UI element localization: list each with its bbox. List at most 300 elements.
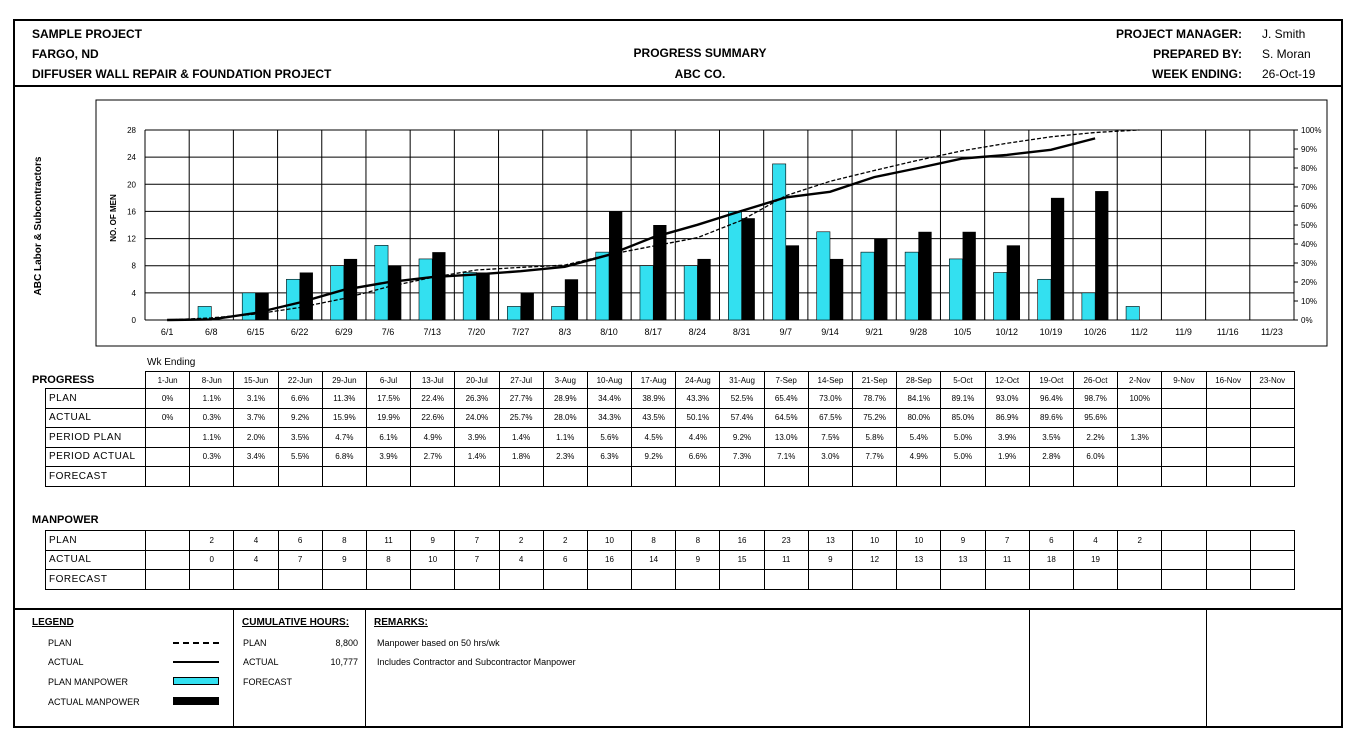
x-tick-label: 11/16 xyxy=(1216,327,1239,337)
table-cell xyxy=(322,467,366,487)
table-cell xyxy=(146,570,190,590)
table-cell xyxy=(146,550,190,570)
table-cell: 6 xyxy=(278,531,322,551)
table-cell xyxy=(1162,570,1206,590)
actual-manpower-bar xyxy=(697,259,710,320)
project-label: SAMPLE PROJECT xyxy=(32,27,143,41)
table-cell: 2.2% xyxy=(1073,428,1117,448)
row-label: PERIOD PLAN xyxy=(46,428,146,448)
table-cell: 9 xyxy=(676,550,720,570)
table-row xyxy=(46,550,1295,570)
table-cell: 8 xyxy=(366,550,410,570)
table-cell: 1.3% xyxy=(1118,428,1162,448)
cumulative-plan-label: PLAN xyxy=(243,638,267,648)
actual-manpower-bar xyxy=(963,232,976,320)
plan-manpower-bar xyxy=(463,273,476,321)
table-cell: 3.1% xyxy=(234,389,278,409)
manpower-table xyxy=(45,530,1295,590)
x-tick-label: 10/26 xyxy=(1083,327,1107,337)
table-cell: 2 xyxy=(190,531,234,551)
table-cell: 80.0% xyxy=(897,408,941,428)
remarks-line: Includes Contractor and Subcontractor Manpower xyxy=(377,657,576,667)
x-tick-label: 9/14 xyxy=(821,327,839,337)
cumulative-hours-title: CUMULATIVE HOURS: xyxy=(242,617,350,628)
table-cell xyxy=(190,467,234,487)
wk-ending-label: Wk Ending xyxy=(147,357,196,368)
plan-manpower-bar xyxy=(1126,306,1139,320)
table-cell: 1.4% xyxy=(455,447,499,467)
table-cell: 6.3% xyxy=(587,447,631,467)
table-cell xyxy=(632,467,676,487)
table-cell xyxy=(278,570,322,590)
table-cell: 1.1% xyxy=(190,389,234,409)
plan-manpower-bar xyxy=(684,266,697,320)
week-ending-label: WEEK ENDING: xyxy=(1152,67,1242,81)
table-cell: 7.5% xyxy=(808,428,852,448)
table-cell xyxy=(1162,467,1206,487)
y2-tick-label: 10% xyxy=(1301,297,1318,306)
legend-label-plan-manpower: PLAN MANPOWER xyxy=(48,677,129,687)
date-header-cell: 6-Jul xyxy=(366,372,410,389)
company-label: ABC CO. xyxy=(674,67,726,81)
table-cell xyxy=(1206,531,1250,551)
table-cell xyxy=(941,467,985,487)
table-cell xyxy=(1118,570,1162,590)
x-tick-label: 6/15 xyxy=(246,327,265,337)
table-cell xyxy=(146,447,190,467)
table-cell xyxy=(808,467,852,487)
table-cell: 1.1% xyxy=(190,428,234,448)
y2-tick-label: 70% xyxy=(1301,183,1318,192)
pm-label: PROJECT MANAGER: xyxy=(1115,27,1242,41)
table-cell: 2.8% xyxy=(1029,447,1073,467)
table-cell: 75.2% xyxy=(853,408,897,428)
table-row xyxy=(46,531,1295,551)
legend-plan-line-icon xyxy=(173,642,219,644)
table-cell xyxy=(1162,389,1206,409)
x-tick-label: 7/6 xyxy=(381,327,395,337)
x-tick-label: 10/19 xyxy=(1039,327,1063,337)
pm-value: J. Smith xyxy=(1262,27,1306,41)
progress-section-label: PROGRESS xyxy=(32,374,95,386)
table-cell xyxy=(1250,389,1294,409)
y-tick-label: 28 xyxy=(127,126,136,135)
table-cell xyxy=(234,467,278,487)
table-cell: 98.7% xyxy=(1073,389,1117,409)
table-cell xyxy=(366,467,410,487)
cumulative-actual-label: ACTUAL xyxy=(243,657,279,667)
date-header-cell: 2-Nov xyxy=(1118,372,1162,389)
date-header-cell: 27-Jul xyxy=(499,372,543,389)
plan-manpower-bar xyxy=(773,164,786,320)
table-cell: 9.2% xyxy=(720,428,764,448)
footer-col-divider xyxy=(1029,609,1030,727)
table-cell xyxy=(146,531,190,551)
y2-tick-label: 90% xyxy=(1301,145,1318,154)
table-cell xyxy=(808,570,852,590)
table-cell xyxy=(1250,408,1294,428)
row-label: ACTUAL xyxy=(46,408,146,428)
plan-manpower-bar xyxy=(596,252,609,320)
table-cell: 7 xyxy=(455,531,499,551)
table-cell xyxy=(764,570,808,590)
table-cell: 95.6% xyxy=(1073,408,1117,428)
table-cell: 86.9% xyxy=(985,408,1029,428)
table-cell xyxy=(1250,428,1294,448)
legend-plan-manpower-swatch-icon xyxy=(173,677,219,685)
plan-manpower-bar xyxy=(861,252,874,320)
table-cell xyxy=(1162,550,1206,570)
actual-manpower-bar xyxy=(874,239,887,320)
table-cell: 13 xyxy=(897,550,941,570)
table-cell xyxy=(1029,467,1073,487)
table-cell xyxy=(897,467,941,487)
table-cell xyxy=(1118,408,1162,428)
date-header-cell: 31-Aug xyxy=(720,372,764,389)
x-tick-label: 11/23 xyxy=(1260,327,1283,337)
table-cell: 100% xyxy=(1118,389,1162,409)
date-header-cell: 9-Nov xyxy=(1162,372,1206,389)
table-cell: 67.5% xyxy=(808,408,852,428)
date-header-cell: 29-Jun xyxy=(322,372,366,389)
table-cell xyxy=(411,467,455,487)
table-cell: 13.0% xyxy=(764,428,808,448)
table-cell: 6.6% xyxy=(676,447,720,467)
x-tick-label: 8/3 xyxy=(558,327,572,337)
date-header-cell: 13-Jul xyxy=(411,372,455,389)
legend-label-plan: PLAN xyxy=(48,638,72,648)
table-cell: 19 xyxy=(1073,550,1117,570)
table-cell: 9 xyxy=(808,550,852,570)
table-cell: 4 xyxy=(1073,531,1117,551)
table-cell: 15 xyxy=(720,550,764,570)
table-cell: 4 xyxy=(234,531,278,551)
y-tick-label: 24 xyxy=(127,153,136,163)
table-cell: 2.7% xyxy=(411,447,455,467)
table-cell: 7 xyxy=(278,550,322,570)
table-cell: 78.7% xyxy=(853,389,897,409)
manpower-section-label: MANPOWER xyxy=(32,514,99,526)
table-cell xyxy=(720,467,764,487)
table-cell: 4.9% xyxy=(411,428,455,448)
date-header-cell: 22-Jun xyxy=(278,372,322,389)
header-blank-cell xyxy=(46,372,146,389)
plan-manpower-bar xyxy=(905,252,918,320)
table-cell xyxy=(632,570,676,590)
x-tick-label: 6/8 xyxy=(205,327,218,337)
table-cell xyxy=(1250,467,1294,487)
x-tick-label: 7/13 xyxy=(423,327,442,337)
x-tick-label: 11/2 xyxy=(1130,327,1148,337)
table-cell: 5.8% xyxy=(853,428,897,448)
table-cell: 7.3% xyxy=(720,447,764,467)
table-cell xyxy=(853,467,897,487)
table-cell: 89.6% xyxy=(1029,408,1073,428)
x-tick-label: 8/24 xyxy=(688,327,707,337)
cumulative-actual-value: 10,777 xyxy=(330,657,358,667)
table-cell: 73.0% xyxy=(808,389,852,409)
plan-manpower-bar xyxy=(507,306,520,320)
table-cell xyxy=(587,467,631,487)
remarks-title: REMARKS: xyxy=(374,617,428,628)
table-cell: 22.6% xyxy=(411,408,455,428)
date-header-cell: 20-Jul xyxy=(455,372,499,389)
table-cell: 89.1% xyxy=(941,389,985,409)
table-cell: 8 xyxy=(322,531,366,551)
table-cell xyxy=(543,467,587,487)
x-tick-label: 11/9 xyxy=(1175,327,1192,337)
row-label: PERIOD ACTUAL xyxy=(46,447,146,467)
table-cell: 11 xyxy=(366,531,410,551)
table-cell: 4.9% xyxy=(897,447,941,467)
legend-label-actual-manpower: ACTUAL MANPOWER xyxy=(48,697,140,707)
table-cell: 34.4% xyxy=(587,389,631,409)
y-tick-label: 12 xyxy=(127,234,136,244)
table-cell xyxy=(1162,447,1206,467)
row-label: PLAN xyxy=(46,531,146,551)
table-cell: 5.0% xyxy=(941,447,985,467)
x-tick-label: 6/29 xyxy=(335,327,353,337)
date-header-cell: 17-Aug xyxy=(632,372,676,389)
table-row xyxy=(46,408,1295,428)
actual-manpower-bar xyxy=(742,218,755,320)
cumulative-forecast-label: FORECAST xyxy=(243,677,293,687)
footer-divider xyxy=(13,608,1343,610)
table-cell: 3.5% xyxy=(278,428,322,448)
y2-tick-label: 20% xyxy=(1301,278,1318,287)
table-cell: 93.0% xyxy=(985,389,1029,409)
location-label: FARGO, ND xyxy=(32,47,99,61)
y-tick-label: 16 xyxy=(127,207,136,217)
table-cell xyxy=(764,467,808,487)
y2-tick-label: 80% xyxy=(1301,164,1318,173)
x-tick-label: 9/21 xyxy=(865,327,883,337)
x-tick-label: 6/22 xyxy=(290,327,309,337)
actual-manpower-bar xyxy=(786,245,799,320)
x-tick-label: 8/10 xyxy=(600,327,618,337)
table-cell xyxy=(676,467,720,487)
y2-tick-label: 50% xyxy=(1301,221,1318,230)
progress-table xyxy=(45,371,1295,487)
x-tick-label: 9/7 xyxy=(779,327,793,337)
plan-manpower-bar xyxy=(949,259,962,320)
remarks-line: Manpower based on 50 hrs/wk xyxy=(377,638,500,648)
y2-tick-label: 40% xyxy=(1301,240,1318,249)
y-tick-label: 20 xyxy=(127,180,136,190)
table-cell: 15.9% xyxy=(322,408,366,428)
date-header-cell: 21-Sep xyxy=(853,372,897,389)
table-cell xyxy=(985,467,1029,487)
project-name-label: DIFFUSER WALL REPAIR & FOUNDATION PROJECT xyxy=(32,67,332,81)
date-header-cell: 1-Jun xyxy=(146,372,190,389)
table-cell: 8 xyxy=(676,531,720,551)
table-cell: 3.7% xyxy=(234,408,278,428)
table-cell: 11 xyxy=(985,550,1029,570)
actual-manpower-bar xyxy=(918,232,931,320)
table-cell: 9 xyxy=(322,550,366,570)
table-cell xyxy=(499,570,543,590)
legend-actual-manpower-swatch-icon xyxy=(173,697,219,705)
table-cell: 0 xyxy=(190,550,234,570)
table-cell: 2.3% xyxy=(543,447,587,467)
table-cell: 11 xyxy=(764,550,808,570)
table-cell: 1.9% xyxy=(985,447,1029,467)
table-cell: 3.4% xyxy=(234,447,278,467)
table-cell xyxy=(1250,447,1294,467)
actual-manpower-bar xyxy=(609,211,622,320)
table-cell xyxy=(897,570,941,590)
plan-manpower-bar xyxy=(1082,293,1095,320)
table-cell xyxy=(1206,428,1250,448)
actual-manpower-bar xyxy=(521,293,534,320)
y2-tick-label: 60% xyxy=(1301,202,1318,211)
table-cell: 11.3% xyxy=(322,389,366,409)
table-cell xyxy=(1206,447,1250,467)
table-cell xyxy=(278,467,322,487)
table-cell: 0% xyxy=(146,389,190,409)
table-cell xyxy=(720,570,764,590)
x-tick-label: 6/1 xyxy=(160,327,174,337)
table-cell xyxy=(499,467,543,487)
table-cell: 22.4% xyxy=(411,389,455,409)
actual-manpower-bar xyxy=(432,252,445,320)
table-cell xyxy=(676,570,720,590)
table-cell: 52.5% xyxy=(720,389,764,409)
table-cell: 18 xyxy=(1029,550,1073,570)
table-cell: 5.4% xyxy=(897,428,941,448)
table-cell: 0.3% xyxy=(190,447,234,467)
table-cell: 1.4% xyxy=(499,428,543,448)
y-tick-label: 8 xyxy=(131,261,136,271)
plan-manpower-bar xyxy=(817,232,830,320)
table-cell: 1.8% xyxy=(499,447,543,467)
table-cell: 10 xyxy=(897,531,941,551)
table-cell: 5.5% xyxy=(278,447,322,467)
y2-tick-label: 100% xyxy=(1301,126,1322,135)
date-header-cell: 5-Oct xyxy=(941,372,985,389)
row-label: FORECAST xyxy=(46,570,146,590)
prepared-label: PREPARED BY: xyxy=(1153,47,1242,61)
table-cell: 26.3% xyxy=(455,389,499,409)
table-cell: 84.1% xyxy=(897,389,941,409)
table-cell xyxy=(1206,550,1250,570)
date-header-cell: 7-Sep xyxy=(764,372,808,389)
table-cell: 2.0% xyxy=(234,428,278,448)
table-cell: 7 xyxy=(455,550,499,570)
table-cell xyxy=(146,467,190,487)
table-cell: 28.0% xyxy=(543,408,587,428)
table-cell xyxy=(543,570,587,590)
table-cell: 0% xyxy=(146,408,190,428)
table-cell xyxy=(1250,570,1294,590)
actual-manpower-bar xyxy=(300,273,313,321)
date-header-cell: 3-Aug xyxy=(543,372,587,389)
x-tick-label: 8/17 xyxy=(644,327,662,337)
table-row xyxy=(46,570,1295,590)
table-cell: 28.9% xyxy=(543,389,587,409)
date-header-cell: 12-Oct xyxy=(985,372,1029,389)
footer-col-divider xyxy=(233,609,234,727)
table-cell xyxy=(146,428,190,448)
actual-manpower-bar xyxy=(653,225,666,320)
footer-col-divider xyxy=(1206,609,1207,727)
actual-manpower-bar xyxy=(1051,198,1064,320)
table-cell: 17.5% xyxy=(366,389,410,409)
row-label: FORECAST xyxy=(46,467,146,487)
table-cell: 6.0% xyxy=(1073,447,1117,467)
row-label: PLAN xyxy=(46,389,146,409)
actual-manpower-bar xyxy=(476,273,489,321)
table-cell xyxy=(322,570,366,590)
actual-manpower-bar xyxy=(830,259,843,320)
table-cell: 2 xyxy=(1118,531,1162,551)
actual-manpower-bar xyxy=(1007,245,1020,320)
table-cell: 5.0% xyxy=(941,428,985,448)
table-cell xyxy=(1073,570,1117,590)
table-cell xyxy=(366,570,410,590)
actual-manpower-bar xyxy=(565,279,578,320)
table-cell: 9.2% xyxy=(278,408,322,428)
table-cell xyxy=(853,570,897,590)
table-cell xyxy=(455,467,499,487)
prepared-value: S. Moran xyxy=(1262,47,1311,61)
table-cell: 38.9% xyxy=(632,389,676,409)
date-header-cell: 19-Oct xyxy=(1029,372,1073,389)
y-tick-label: 4 xyxy=(131,288,136,298)
table-cell: 6 xyxy=(543,550,587,570)
table-cell: 1.1% xyxy=(543,428,587,448)
table-cell: 43.3% xyxy=(676,389,720,409)
plan-manpower-bar xyxy=(419,259,432,320)
table-row xyxy=(46,447,1295,467)
x-tick-label: 10/12 xyxy=(995,327,1019,337)
table-row xyxy=(46,428,1295,448)
date-header-cell: 15-Jun xyxy=(234,372,278,389)
table-cell: 10 xyxy=(587,531,631,551)
table-cell: 3.0% xyxy=(808,447,852,467)
table-cell xyxy=(234,570,278,590)
table-cell: 6.8% xyxy=(322,447,366,467)
table-cell: 4.7% xyxy=(322,428,366,448)
legend-actual-line-icon xyxy=(173,661,219,663)
table-header-row xyxy=(46,372,1295,389)
legend-title: LEGEND xyxy=(32,617,74,628)
x-tick-label: 10/5 xyxy=(953,327,972,337)
table-cell xyxy=(1250,550,1294,570)
table-cell: 6 xyxy=(1029,531,1073,551)
table-cell: 0.3% xyxy=(190,408,234,428)
table-cell xyxy=(455,570,499,590)
table-cell: 12 xyxy=(853,550,897,570)
table-cell xyxy=(1118,447,1162,467)
table-cell: 7.7% xyxy=(853,447,897,467)
table-cell xyxy=(411,570,455,590)
actual-manpower-bar xyxy=(255,293,268,320)
week-ending-value: 26-Oct-19 xyxy=(1262,67,1316,81)
table-cell: 57.4% xyxy=(720,408,764,428)
table-cell xyxy=(985,570,1029,590)
table-cell: 27.7% xyxy=(499,389,543,409)
date-header-cell: 10-Aug xyxy=(587,372,631,389)
plan-manpower-bar xyxy=(640,266,653,320)
table-cell: 10 xyxy=(853,531,897,551)
y2-tick-label: 0% xyxy=(1301,316,1313,325)
table-cell xyxy=(1206,408,1250,428)
table-cell: 16 xyxy=(720,531,764,551)
plan-manpower-bar xyxy=(1038,279,1051,320)
table-cell xyxy=(1162,408,1206,428)
chart-border xyxy=(96,100,1327,346)
